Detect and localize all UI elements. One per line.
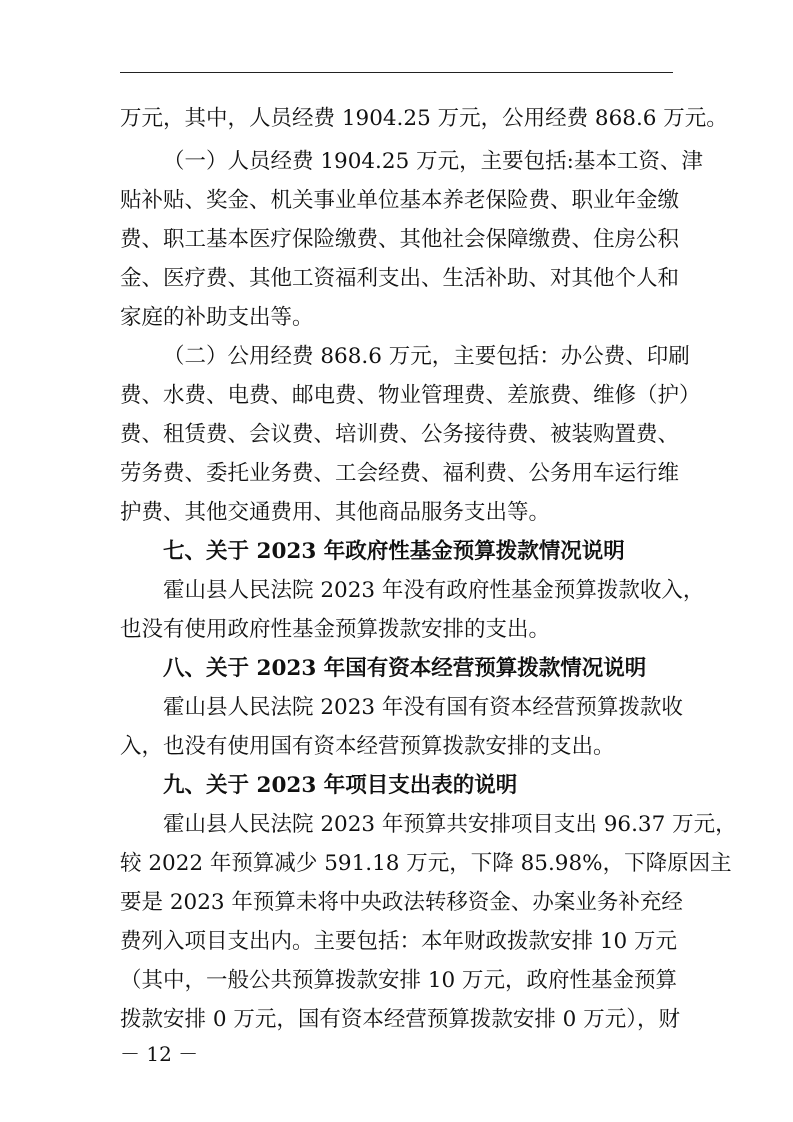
text-line-7: （二）公用经费 868.6 万元，主要包括：办公费、印刷	[163, 344, 690, 369]
section-heading-9: 九、关于 2023 年项目支出表的说明	[163, 773, 518, 798]
text-line-13: 霍山县人民法院 2023 年没有政府性基金预算拨款收入，	[163, 578, 705, 603]
text-line-11: 护费、其他交通费用、其他商品服务支出等。	[120, 500, 551, 525]
header-rule	[120, 72, 673, 73]
text-line-23: （其中，一般公共预算拨款安排 10 万元，政府性基金预算	[120, 968, 678, 993]
text-line-19: 霍山县人民法院 2023 年预算共安排项目支出 96.37 万元，	[163, 812, 737, 837]
text-line-5: 金、医疗费、其他工资福利支出、生活补助、对其他个人和	[120, 266, 680, 291]
text-line-14: 也没有使用政府性基金预算拨款安排的支出。	[120, 617, 551, 642]
section-heading-8: 八、关于 2023 年国有资本经营预算拨款情况说明	[163, 656, 647, 681]
page-number: － 12 －	[120, 1042, 199, 1066]
text-line-24: 拨款安排 0 万元，国有资本经营预算拨款安排 0 万元），财	[120, 1007, 680, 1032]
section-heading-7: 七、关于 2023 年政府性基金预算拨款情况说明	[163, 539, 625, 564]
text-line-9: 费、租赁费、会议费、培训费、公务接待费、被装购置费、	[120, 422, 680, 447]
text-line-20: 较 2022 年预算减少 591.18 万元，下降 85.98%，下降原因主	[120, 851, 732, 876]
text-line-1: 万元，其中，人员经费 1904.25 万元，公用经费 868.6 万元。	[120, 106, 728, 131]
text-line-10: 劳务费、委托业务费、工会经费、福利费、公务用车运行维	[120, 461, 680, 486]
text-line-8: 费、水费、电费、邮电费、物业管理费、差旅费、维修（护）	[120, 383, 701, 408]
text-line-3: 贴补贴、奖金、机关事业单位基本养老保险费、职业年金缴	[120, 188, 680, 213]
text-line-21: 要是 2023 年预算未将中央政法转移资金、办案业务补充经	[120, 890, 683, 915]
text-line-6: 家庭的补助支出等。	[120, 305, 314, 330]
text-line-22: 费列入项目支出内。主要包括：本年财政拨款安排 10 万元	[120, 929, 678, 954]
text-line-4: 费、职工基本医疗保险缴费、其他社会保障缴费、住房公积	[120, 227, 680, 252]
text-line-2: （一）人员经费 1904.25 万元，主要包括:基本工资、津	[163, 149, 703, 174]
text-line-16: 霍山县人民法院 2023 年没有国有资本经营预算拨款收	[163, 695, 683, 720]
text-line-17: 入，也没有使用国有资本经营预算拨款安排的支出。	[120, 734, 615, 759]
